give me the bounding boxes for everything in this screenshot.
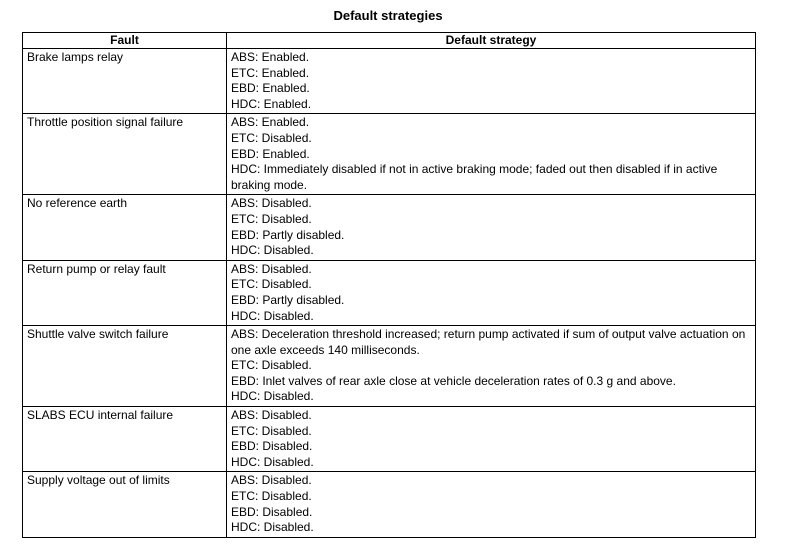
strategy-line: ABS: Enabled. <box>231 50 310 64</box>
fault-cell: Brake lamps relay <box>23 49 227 114</box>
header-row <box>23 33 756 49</box>
fault-cell: Supply voltage out of limits <box>23 472 227 537</box>
default-strategies-table <box>22 32 756 538</box>
strategy-cell <box>227 472 756 537</box>
strategy-line: ABS: Disabled. <box>231 473 312 488</box>
table-row <box>23 49 756 114</box>
fault-cell: Return pump or relay fault <box>23 260 227 325</box>
table-row <box>23 260 756 325</box>
strategy-cell <box>227 114 756 195</box>
strategy-line: ABS: Deceleration threshold increased; return pump activated if sum of output valve actuation on one axle exceeds 140 milliseconds. <box>231 327 746 357</box>
table-row <box>23 326 756 407</box>
strategy-line: ETC: Enabled. <box>231 65 310 80</box>
strategy-line: HDC: Disabled. <box>231 243 314 258</box>
strategy-line: EBD: Partly disabled. <box>231 292 345 307</box>
strategy-line: ETC: Disabled. <box>231 277 312 292</box>
strategy-line: ABS: Disabled. <box>231 408 312 423</box>
header-default-strategy: Default strategy <box>227 33 756 49</box>
table-title: Default strategies <box>333 8 443 23</box>
strategy-line: ETC: Disabled. <box>231 489 312 504</box>
strategy-cell <box>227 195 756 260</box>
strategy-line: ETC: Disabled. <box>231 211 312 226</box>
strategy-line: ETC: Disabled. <box>231 423 312 438</box>
strategy-line: HDC: Disabled. <box>231 454 314 469</box>
fault-cell: Throttle position signal failure <box>23 114 227 195</box>
strategy-cell <box>227 326 756 407</box>
strategy-line: EBD: Disabled. <box>231 504 313 519</box>
strategy-line: EBD: Enabled. <box>231 81 310 96</box>
fault-cell: No reference earth <box>23 195 227 260</box>
strategy-line: HDC: Disabled. <box>231 389 314 404</box>
table-row <box>23 195 756 260</box>
table-row <box>23 472 756 537</box>
table-row <box>23 407 756 472</box>
table-row <box>23 114 756 195</box>
fault-cell: SLABS ECU internal failure <box>23 407 227 472</box>
strategy-cell <box>227 407 756 472</box>
fault-cell: Shuttle valve switch failure <box>23 326 227 407</box>
strategy-line: ETC: Disabled. <box>231 358 312 373</box>
strategy-line: EBD: Enabled. <box>231 146 310 161</box>
strategy-line: ABS: Disabled. <box>231 261 312 276</box>
strategy-line: ETC: Disabled. <box>231 130 312 145</box>
strategy-line: ABS: Enabled. <box>231 115 310 130</box>
strategy-line: HDC: Enabled. <box>231 96 312 111</box>
header-fault: Fault <box>23 33 227 49</box>
strategy-line: HDC: Immediately disabled if not in active braking mode; faded out then disabled if in active braking mode. <box>231 162 718 192</box>
strategy-line: HDC: Disabled. <box>231 308 314 323</box>
strategy-line: EBD: Inlet valves of rear axle close at vehicle deceleration rates of 0.3 g and above. <box>231 373 676 388</box>
strategy-line: ABS: Disabled. <box>231 196 312 211</box>
strategy-cell <box>227 260 756 325</box>
strategy-cell <box>227 49 756 114</box>
strategy-line: HDC: Disabled. <box>231 520 314 535</box>
strategy-line: EBD: Partly disabled. <box>231 227 345 242</box>
strategy-line: EBD: Disabled. <box>231 439 313 454</box>
